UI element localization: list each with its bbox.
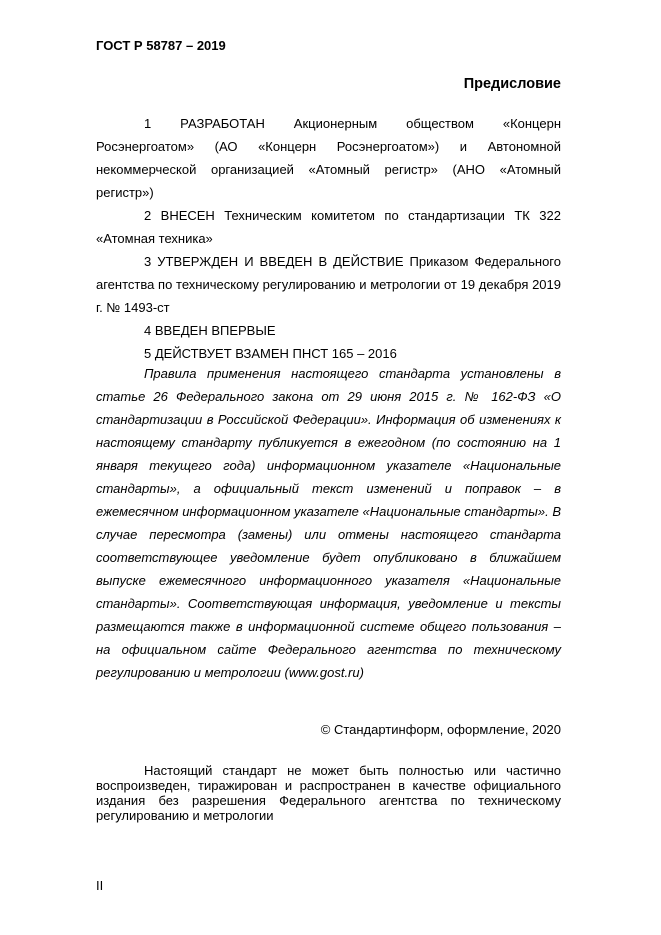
rules-note: Правила применения настоящего стандарта установлены в статье 26 Федерального закона от 29 июня 2015 г. № 162-ФЗ «О стандартизации в Российской Федерации». Информация об изменениях к настоящему стандарту публикуется в ежегодном (по состоянию на 1 января текущего года) информационном указателе «Национальные стандарты», а официальный текст изменений и поправок – в ежемесячном информационном указателе «Национальные стандарты». В случае пересмотра (замены) или отмены настоящего стандарта соответствующее уведомление будет опубликовано в ближайшем выпуске ежемесячного информационного указателя «Национальные стандарты». Соответствующая информация, уведомление и тексты размещаются также в информационной системе общего пользования – на официальном сайте Федерального агентства по техническому регулированию и метрологии (www.gost.ru) xyxy=(96,366,561,680)
foreword-item-replaces: 5 ДЕЙСТВУЕТ ВЗАМЕН ПНСТ 165 – 2016 xyxy=(144,346,397,361)
reproduction-notice: Настоящий стандарт не может быть полностью или частично воспроизведен, тиражирован и распространен в качестве официального издания без разрешения Федерального агентства по техническому регулированию и метрологии xyxy=(96,763,561,823)
foreword-item-developed: 1 РАЗРАБОТАН Акционерным обществом «Концерн Росэнергоатом» (АО «Концерн Росэнергоатом») и Автономной некоммерческой организацией «Атомный регистр» (АНО «Атомный регистр») xyxy=(96,116,561,200)
document-header: ГОСТ Р 58787 – 2019 xyxy=(96,38,226,53)
foreword-item-first-introduced: 4 ВВЕДЕН ВПЕРВЫЕ xyxy=(144,323,276,338)
page-number: II xyxy=(96,878,104,893)
foreword-item-submitted: 2 ВНЕСЕН Техническим комитетом по стандартизации ТК 322 «Атомная техника» xyxy=(96,208,561,246)
foreword-items xyxy=(96,112,561,365)
copyright-line: © Стандартинформ, оформление, 2020 xyxy=(320,722,561,737)
foreword-item-approved: 3 УТВЕРЖДЕН И ВВЕДЕН В ДЕЙСТВИЕ Приказом Федерального агентства по техническому регулированию и метрологии от 19 декабря 2019 г. № 1493-ст xyxy=(96,254,561,315)
page-title: Предисловие xyxy=(463,76,561,92)
